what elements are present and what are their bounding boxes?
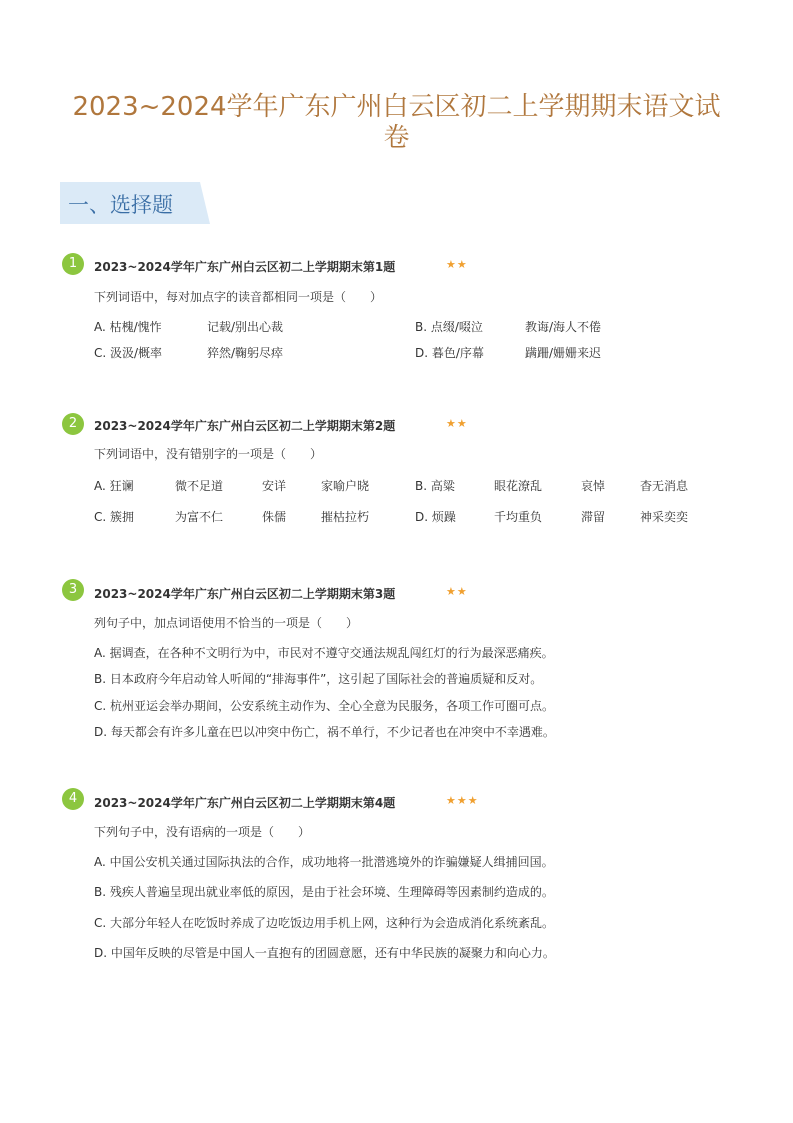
option-b: B. 日本政府今年启动耸人听闻的“排海事件”，这引起了国际社会的普遍质疑和反对。 [94,672,543,686]
option-a: A. 中国公安机关通过国际执法的合作，成功地将一批潜逃境外的诈骗嫌疑人缉捕回国。 [94,855,554,869]
option-d-word-2: 千均重负 [494,510,543,524]
question-stem: 下列句子中，没有语病的一项是（ ） [94,825,311,839]
option-b-word-2: 眼花潦乱 [494,479,543,493]
option-d-word-4: 神采奕奕 [640,510,689,524]
question-stem: 下列词语中，没有错别字的一项是（ ） [94,447,323,461]
option-a-word-1: A. 枯槐/愧怍 [94,320,162,334]
option-d-word-3: 滞留 [581,510,606,524]
difficulty-stars: ★★ [446,417,468,430]
question-header: 2023~2024学年广东广州白云区初二上学期期末第1题 [94,260,396,274]
option-b-word-1: B. 高粱 [415,479,455,493]
option-a-word-4: 家喻户晓 [321,479,370,493]
option-b-word-3: 哀悼 [581,479,606,493]
option-c-word-3: 侏儒 [262,510,287,524]
question-header: 2023~2024学年广东广州白云区初二上学期期末第3题 [94,587,396,601]
question-stem: 下列词语中，每对加点字的读音都相同一项是（ ） [94,290,383,304]
option-a-word-1: A. 狂谰 [94,479,134,493]
option-a-word-2: 微不足道 [175,479,224,493]
section-header [60,182,210,224]
question-stem: 列句子中，加点词语使用不恰当的一项是（ ） [94,616,359,630]
option-c: C. 杭州亚运会举办期间，公安系统主动作为、全心全意为民服务，各项工作可圈可点。 [94,699,555,713]
option-b: B. 残疾人普遍呈现出就业率低的原因，是由于社会环境、生理障碍等因素制约造成的。 [94,885,554,899]
option-c-word-1: C. 簇拥 [94,510,135,524]
question-number-badge: 3 [62,579,84,601]
option-c-word-1: C. 汲汲/概率 [94,346,163,360]
question-number-badge: 2 [62,413,84,435]
option-d-word-1: D. 暮色/序幕 [415,346,484,360]
question-number-badge: 1 [62,253,84,275]
page-title: 2023~2024学年广东广州白云区初二上学期期末语文试卷 [72,92,721,153]
option-a-word-3: 安详 [262,479,287,493]
option-a: A. 据调查，在各种不文明行为中，市民对不遵守交通法规乱闯红灯的行为最深恶痛疾。 [94,646,554,660]
option-d-word-2: 蹒跚/姗姗来迟 [525,346,602,360]
option-b-word-4: 杳无消息 [640,479,689,493]
question-header: 2023~2024学年广东广州白云区初二上学期期末第4题 [94,796,396,810]
option-a-word-2: 记载/别出心裁 [207,320,284,334]
question-header: 2023~2024学年广东广州白云区初二上学期期末第2题 [94,419,396,433]
option-d: D. 每天都会有许多儿童在巴以冲突中伤亡，祸不单行，不少记者也在冲突中不幸遇难。 [94,725,555,739]
option-d: D. 中国年反映的尽管是中国人一直抱有的团圆意愿，还有中华民族的凝聚力和向心力。 [94,946,555,960]
difficulty-stars: ★★★ [446,794,479,807]
difficulty-stars: ★★ [446,585,468,598]
option-b-word-1: B. 点缀/啜泣 [415,320,483,334]
difficulty-stars: ★★ [446,258,468,271]
option-c-word-4: 摧枯拉朽 [321,510,370,524]
question-number-badge: 4 [62,788,84,810]
section-title: 一、选择题 [68,193,173,217]
option-c: C. 大部分年轻人在吃饭时养成了边吃饭边用手机上网，这种行为会造成消化系统紊乱。 [94,916,555,930]
option-d-word-1: D. 烦躁 [415,510,456,524]
option-b-word-2: 教诲/海人不倦 [525,320,602,334]
option-c-word-2: 猝然/鞠躬尽瘁 [207,346,284,360]
option-c-word-2: 为富不仁 [175,510,224,524]
